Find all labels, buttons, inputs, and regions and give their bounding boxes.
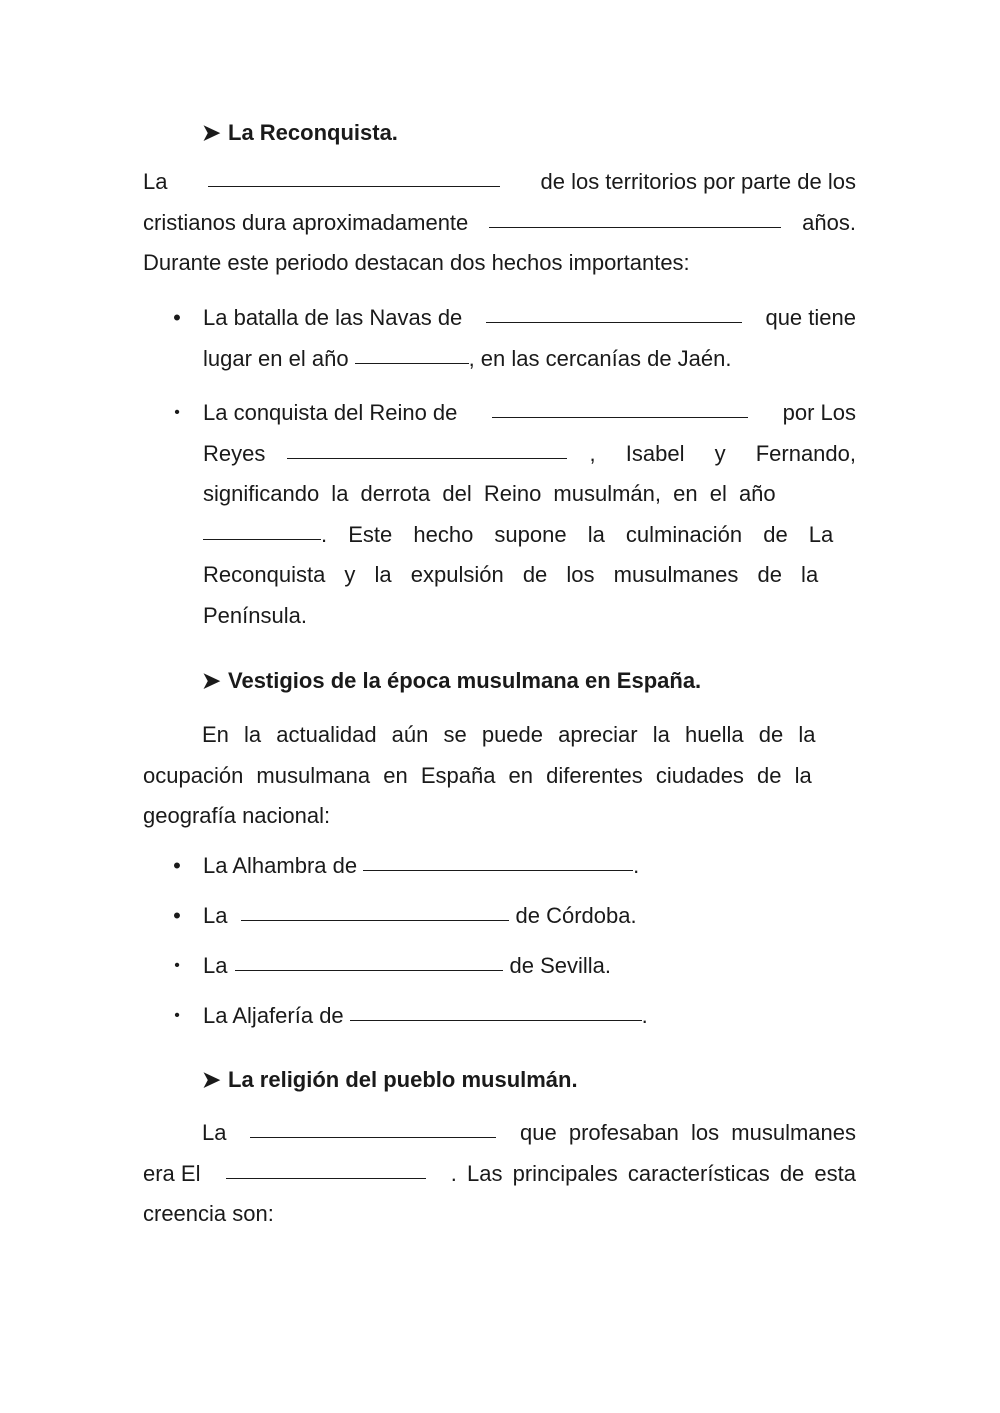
blank-field[interactable] (492, 393, 748, 418)
bullet-icon: • (173, 305, 181, 330)
blank-field[interactable] (350, 996, 642, 1021)
list-item-granada: La conquista del Reino de por Los Reyes , Isabel y Fernando, significando la derrota del Reino musulmán, en el año . Este hecho supone la culminación de La Reconquista y la expulsión de los musulmanes de la Península. (203, 393, 856, 636)
blank-field[interactable] (486, 298, 742, 323)
blank-field[interactable] (235, 946, 503, 971)
heading-religion: ➤ La religión del pueblo musulmán. (202, 1065, 578, 1095)
heading-vestigios: ➤ Vestigios de la época musulmana en España. (202, 666, 701, 696)
religion-paragraph: La que profesaban los musulmanes era El . Las principales características de esta creencia son: (143, 1113, 856, 1235)
vestigios-paragraph: En la actualidad aún se puede apreciar la huella de la ocupación musulmana en España en diferentes ciudades de la geografía nacional: (143, 722, 816, 828)
blank-field[interactable] (203, 515, 321, 540)
arrow-bullet-icon: ➤ (202, 1067, 221, 1092)
arrow-bullet-icon: ➤ (202, 120, 221, 145)
bullet-icon: • (174, 957, 180, 974)
blank-field[interactable] (363, 846, 633, 871)
list-item-navas: La batalla de las Navas de que tiene lugar en el año , en las cercanías de Jaén. (203, 298, 856, 379)
blank-field[interactable] (489, 203, 781, 228)
list-item-aljaferia: La Aljafería de . (203, 996, 856, 1037)
bullet-icon: • (173, 903, 181, 928)
blank-field[interactable] (241, 896, 509, 921)
list-item-alhambra: La Alhambra de . (203, 846, 856, 887)
arrow-bullet-icon: ➤ (202, 668, 221, 693)
reconquista-intro: La de los territorios por parte de los cristianos dura aproximadamente años. Durante este periodo destacan dos hechos importantes: (143, 162, 856, 284)
blank-field[interactable] (250, 1113, 496, 1138)
heading-reconquista: ➤ La Reconquista. (202, 118, 398, 148)
blank-field[interactable] (208, 162, 500, 187)
blank-field[interactable] (226, 1154, 426, 1179)
list-item-cordoba: La de Córdoba. (203, 896, 856, 937)
bullet-icon: • (173, 853, 181, 878)
list-item-sevilla: La de Sevilla. (203, 946, 856, 987)
blank-field[interactable] (355, 339, 469, 364)
bullet-icon: • (174, 1007, 180, 1024)
blank-field[interactable] (287, 434, 567, 459)
bullet-icon: • (174, 404, 180, 421)
